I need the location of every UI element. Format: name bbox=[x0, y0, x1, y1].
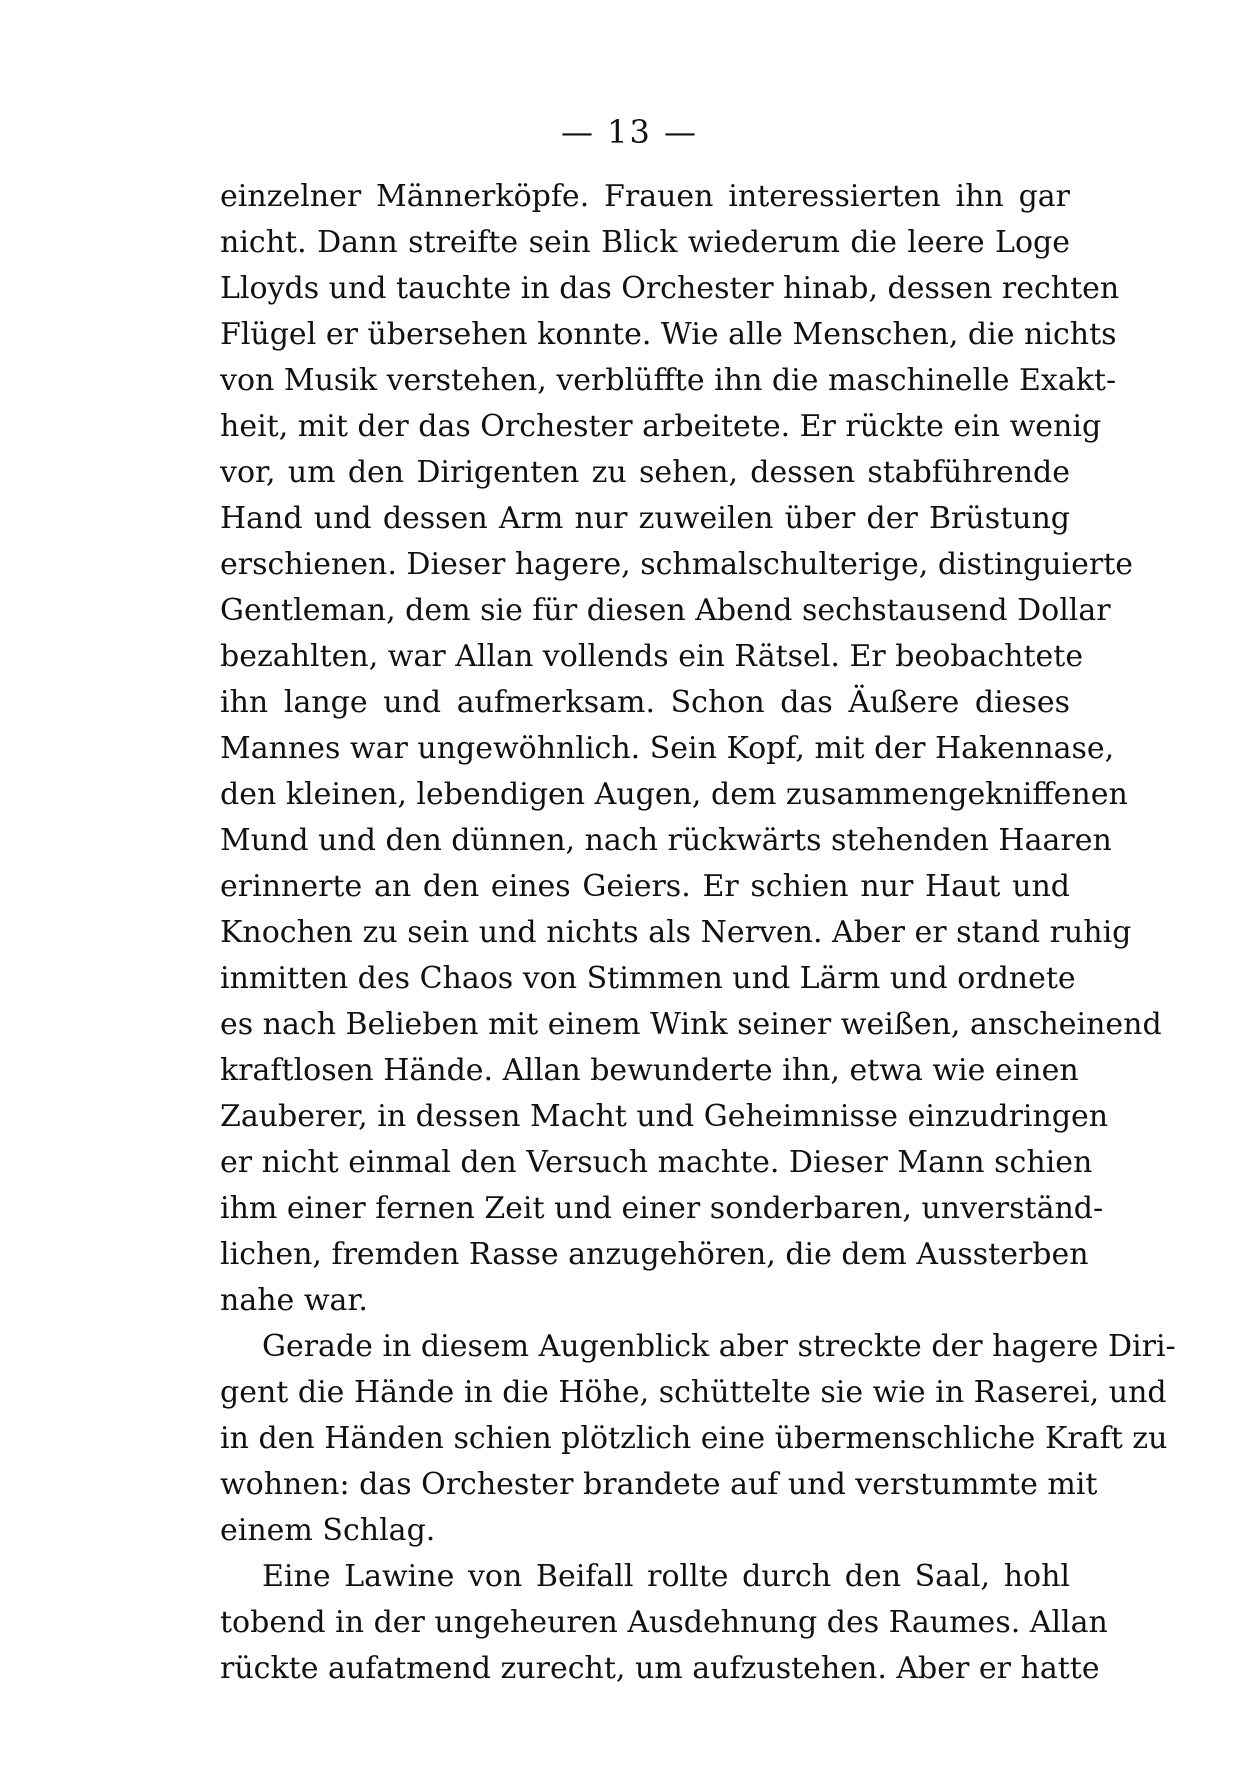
text-line: rückte aufatmend zurecht, um aufzustehen. Aber er hatte bbox=[220, 1651, 1100, 1686]
text-line: kraftlosen Hände. Allan bewunderte ihn, etwa wie einen bbox=[220, 1053, 1079, 1088]
body-text bbox=[220, 174, 1176, 1692]
text-line: Mannes war ungewöhnlich. Sein Kopf, mit der Hakennase, bbox=[220, 731, 1115, 766]
text-line: vor, um den Dirigenten zu sehen, dessen stabführende bbox=[220, 455, 1070, 490]
text-line: bezahlten, war Allan vollends ein Rätsel. Er beobachtete bbox=[220, 639, 1084, 674]
text-line: Zauberer, in dessen Macht und Geheimnisse einzudringen bbox=[220, 1099, 1109, 1134]
text-line: tobend in der ungeheuren Ausdehnung des Raumes. Allan bbox=[220, 1605, 1108, 1640]
text-line: Flügel er übersehen konnte. Wie alle Menschen, die nichts bbox=[220, 317, 1117, 352]
text-line: Eine Lawine von Beifall rollte durch den Saal, hohl bbox=[262, 1559, 1070, 1594]
text-line: er nicht einmal den Versuch machte. Dieser Mann schien bbox=[220, 1145, 1093, 1180]
text-line: einem Schlag. bbox=[220, 1513, 436, 1548]
text-line: heit, mit der das Orchester arbeitete. Er rückte ein wenig bbox=[220, 409, 1102, 444]
paragraph bbox=[220, 1324, 1176, 1554]
text-line: einzelner Männerköpfe. Frauen interessierten ihn gar bbox=[220, 179, 1070, 214]
text-line: Mund und den dünnen, nach rückwärts stehenden Haaren bbox=[220, 823, 1112, 858]
text-line: Hand und dessen Arm nur zuweilen über der Brüstung bbox=[220, 501, 1070, 536]
text-line: gent die Hände in die Höhe, schüttelte sie wie in Raserei, und bbox=[220, 1375, 1167, 1410]
text-line: erinnerte an den eines Geiers. Er schien nur Haut und bbox=[220, 869, 1070, 904]
text-line: inmitten des Chaos von Stimmen und Lärm und ordnete bbox=[220, 961, 1076, 996]
text-line: es nach Belieben mit einem Wink seiner weißen, anscheinend bbox=[220, 1007, 1162, 1042]
text-line: von Musik verstehen, verblüffte ihn die maschinelle Exakt- bbox=[220, 363, 1117, 398]
text-line: nicht. Dann streifte sein Blick wiederum die leere Loge bbox=[220, 225, 1070, 260]
text-line: den kleinen, lebendigen Augen, dem zusammengekniffenen bbox=[220, 777, 1128, 812]
text-line: erschienen. Dieser hagere, schmalschulterige, distinguierte bbox=[220, 547, 1134, 582]
text-line: wohnen: das Orchester brandete auf und verstummte mit bbox=[220, 1467, 1098, 1502]
text-line: Gerade in diesem Augenblick aber streckte der hagere Diri- bbox=[262, 1329, 1176, 1364]
text-line: in den Händen schien plötzlich eine übermenschliche Kraft zu bbox=[220, 1421, 1168, 1456]
text-line: ihn lange und aufmerksam. Schon das Äußere dieses bbox=[220, 685, 1070, 720]
text-line: Lloyds und tauchte in das Orchester hinab, dessen rechten bbox=[220, 271, 1120, 306]
text-line: ihm einer fernen Zeit und einer sonderbaren, unverständ- bbox=[220, 1191, 1104, 1226]
paragraph bbox=[220, 1554, 1108, 1692]
text-line: Gentleman, dem sie für diesen Abend sechstausend Dollar bbox=[220, 593, 1111, 628]
text-line: lichen, fremden Rasse anzugehören, die dem Aussterben bbox=[220, 1237, 1089, 1272]
text-line: nahe war. bbox=[220, 1283, 368, 1318]
page-number: — 13 — bbox=[560, 113, 699, 151]
paragraph bbox=[220, 174, 1162, 1324]
text-line: Knochen zu sein und nichts als Nerven. Aber er stand ruhig bbox=[220, 915, 1132, 950]
